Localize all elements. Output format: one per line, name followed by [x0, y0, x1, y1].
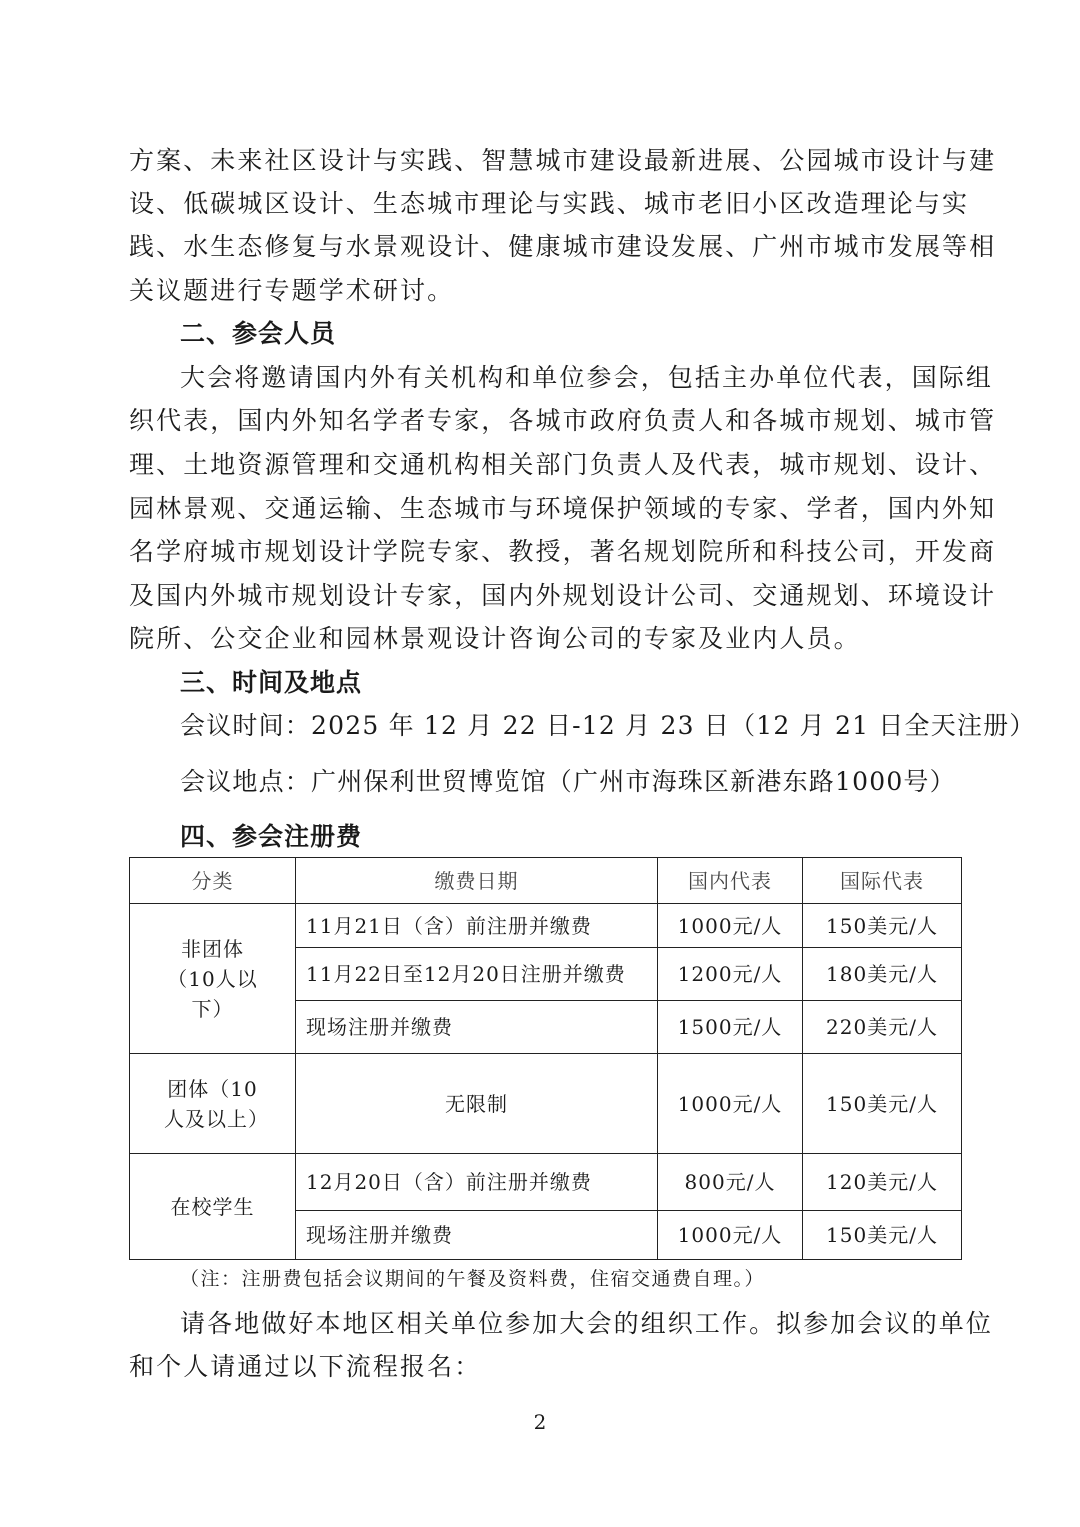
table-header-row	[130, 858, 962, 904]
date-cell: 11月21日（含）前注册并缴费	[296, 904, 658, 948]
paragraph-line: 及国内外城市规划设计专家，国内外规划设计公司、交通规划、环境设计	[129, 581, 997, 610]
meeting-place: 会议地点：广州保利世贸博览馆（广州市海珠区新港东路1000号）	[180, 767, 956, 796]
intl-fee-cell: 150美元/人	[803, 904, 962, 948]
fee-note: （注：注册费包括会议期间的午餐及资料费，住宿交通费自理。）	[180, 1268, 766, 1290]
category-cell	[130, 1054, 296, 1154]
date-cell: 无限制	[296, 1054, 658, 1154]
domestic-fee-cell: 800元/人	[658, 1154, 803, 1211]
category-label: 非团体（10人以下）	[167, 936, 258, 1021]
column-header: 国内代表	[658, 858, 803, 904]
paragraph-line: 践、水生态修复与水景观设计、健康城市建设发展、广州市城市发展等相	[129, 232, 997, 261]
section-heading: 四、参会注册费	[180, 822, 363, 851]
paragraph-line: 大会将邀请国内外有关机构和单位参会，包括主办单位代表，国际组	[180, 363, 994, 392]
section-heading: 二、参会人员	[180, 319, 337, 348]
domestic-fee-cell: 1000元/人	[658, 1211, 803, 1260]
domestic-fee-cell: 1000元/人	[658, 904, 803, 948]
column-header: 缴费日期	[296, 858, 658, 904]
paragraph-line: 园林景观、交通运输、生态城市与环境保护领域的专家、学者，国内外知	[129, 494, 997, 523]
intl-fee-cell: 150美元/人	[803, 1054, 962, 1154]
paragraph-line: 设、低碳城区设计、生态城市理论与实践、城市老旧小区改造理论与实	[129, 189, 970, 218]
domestic-fee-cell: 1200元/人	[658, 948, 803, 1001]
paragraph-line: 方案、未来社区设计与实践、智慧城市建设最新进展、公园城市设计与建	[129, 146, 997, 175]
category-cell: 在校学生	[130, 1154, 296, 1260]
paragraph-line: 院所、公交企业和园林景观设计咨询公司的专家及业内人员。	[129, 624, 861, 653]
category-label: 团体（10人及以上）	[164, 1076, 269, 1131]
intl-fee-cell: 150美元/人	[803, 1211, 962, 1260]
registration-fee-table	[129, 857, 962, 1260]
table-row	[130, 1054, 962, 1154]
column-header: 国际代表	[803, 858, 962, 904]
table-row	[130, 904, 962, 948]
category-cell	[130, 904, 296, 1054]
paragraph-line: 和个人请通过以下流程报名：	[129, 1352, 482, 1381]
paragraph-line: 关议题进行专题学术研讨。	[129, 276, 455, 305]
date-cell: 现场注册并缴费	[296, 1001, 658, 1054]
intl-fee-cell: 180美元/人	[803, 948, 962, 1001]
paragraph-line: 理、土地资源管理和交通机构相关部门负责人及代表，城市规划、设计、	[129, 450, 997, 479]
domestic-fee-cell: 1000元/人	[658, 1054, 803, 1154]
intl-fee-cell: 220美元/人	[803, 1001, 962, 1054]
date-cell: 11月22日至12月20日注册并缴费	[296, 948, 658, 1001]
date-cell: 12月20日（含）前注册并缴费	[296, 1154, 658, 1211]
paragraph-line: 请各地做好本地区相关单位参加大会的组织工作。拟参加会议的单位	[180, 1309, 994, 1338]
section-heading: 三、时间及地点	[180, 668, 363, 697]
page-number: 2	[533, 1410, 547, 1434]
column-header: 分类	[130, 858, 296, 904]
intl-fee-cell: 120美元/人	[803, 1154, 962, 1211]
table-row	[130, 1154, 962, 1211]
paragraph-line: 织代表，国内外知名学者专家，各城市政府负责人和各城市规划、城市管	[129, 406, 997, 435]
date-cell: 现场注册并缴费	[296, 1211, 658, 1260]
meeting-time: 会议时间：2025 年 12 月 22 日-12 月 23 日（12 月 21 日全天注册）	[180, 711, 1036, 740]
paragraph-line: 名学府城市规划设计学院专家、教授，著名规划院所和科技公司，开发商	[129, 537, 997, 566]
domestic-fee-cell: 1500元/人	[658, 1001, 803, 1054]
